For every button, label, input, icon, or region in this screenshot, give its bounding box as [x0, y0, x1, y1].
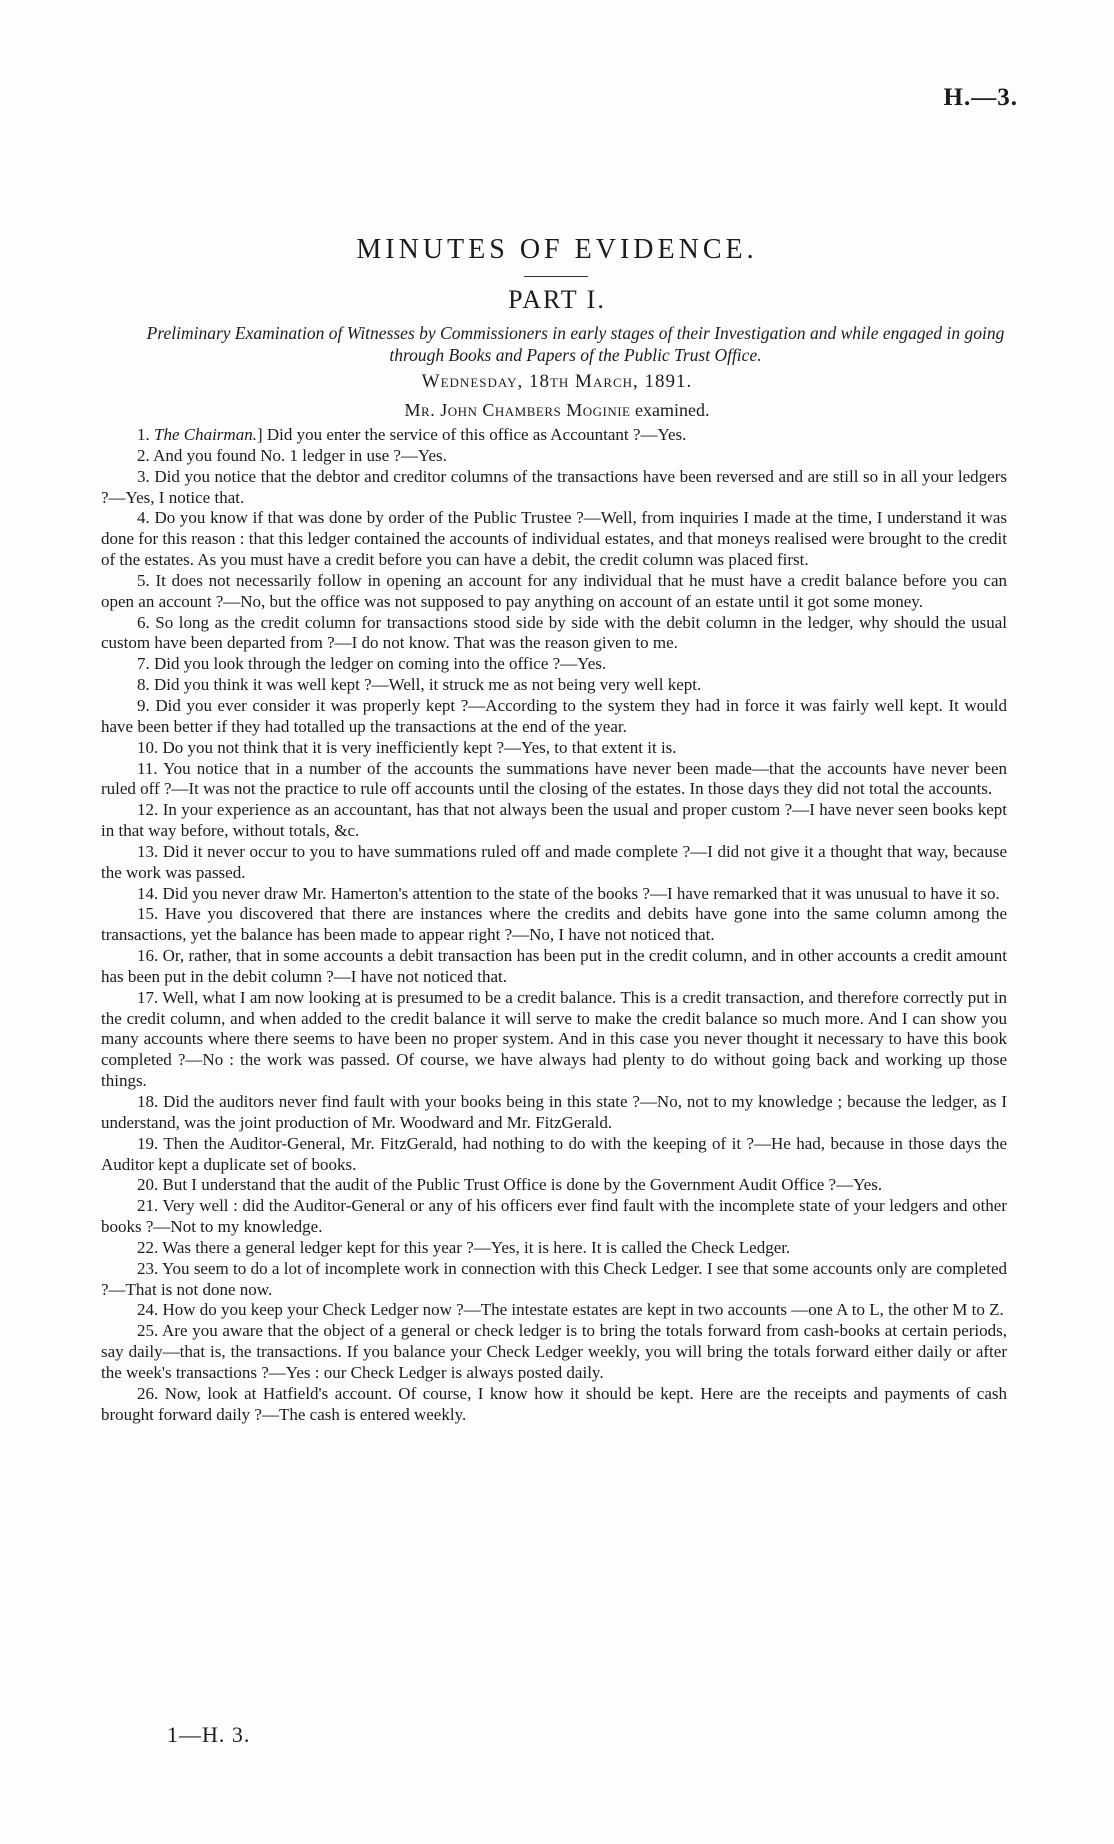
question-text: In your experience as an accountant, has that not always been the usual and proper custom ?—I have never seen books kept in that way before, without totals, &c.: [101, 800, 1007, 841]
question-text: Did you look through the ledger on coming into the office ?—Yes.: [154, 654, 607, 674]
question-number: 26.: [137, 1383, 159, 1403]
question-number: 3.: [137, 466, 150, 486]
question-text: Or, rather, that in some accounts a debit transaction has been put in the credit column, and in other accounts a credit amount has been put in the debit column ?—I have not noticed that.: [101, 946, 1007, 986]
question-number: 5.: [137, 570, 150, 590]
witness-suffix: examined.: [630, 400, 710, 420]
question-15: [101, 904, 1007, 946]
question-number: 2.: [137, 445, 150, 465]
question-text: Was there a general ledger kept for this year ?—Yes, it is here. It is called the Check Ledger.: [162, 1237, 791, 1257]
question-number: 6.: [137, 612, 150, 632]
question-25: [101, 1321, 1007, 1384]
part-heading: PART I.: [508, 285, 606, 314]
question-20: [101, 1175, 1007, 1196]
question-text: But I understand that the audit of the Public Trust Office is done by the Government Audit Office ?—Yes.: [162, 1175, 883, 1195]
question-8: [101, 675, 1007, 696]
question-text: Then the Auditor-General, Mr. FitzGerald, had nothing to do with the keeping of it ?—He had, because in those days the Auditor kept a duplicate set of books.: [101, 1133, 1007, 1174]
question-number: 13.: [137, 841, 159, 861]
question-text: ] Did you enter the service of this office as Accountant ?—Yes.: [256, 425, 687, 444]
question-4: [101, 508, 1007, 571]
question-text: Did you think it was well kept ?—Well, it struck me as not being very well kept.: [154, 675, 702, 695]
date-line: Wednesday, 18th March, 1891.: [421, 371, 693, 392]
question-2: [101, 446, 1007, 467]
question-number: 25.: [137, 1321, 159, 1341]
witness-line: [0, 400, 1114, 421]
question-number: 11.: [137, 758, 158, 778]
question-text: Have you discovered that there are instances where the credits and debits have gone into the same column among the transactions, yet the balance has been made to appear right ?—No, I have not noticed that.: [101, 904, 1007, 945]
question-number: 22.: [137, 1237, 159, 1257]
question-11: [101, 759, 1007, 801]
question-number: 20.: [137, 1175, 159, 1195]
question-text: Did you notice that the debtor and creditor columns of the transactions have been reversed and are still so in all your ledgers ?—Yes, I notice that.: [101, 466, 1008, 507]
question-19: [101, 1134, 1007, 1176]
question-21: [101, 1196, 1007, 1238]
question-26: [101, 1384, 1007, 1426]
question-text: Do you not think that it is very inefficiently kept ?—Yes, to that extent it is.: [162, 737, 677, 757]
question-17: [101, 988, 1007, 1092]
question-number: 1.: [137, 425, 150, 444]
question-text: You notice that in a number of the accounts the summations have never been made—that the accounts have never been ruled off ?—It was not the practice to rule off accounts until the closing of the estates. In those days they did not total the accounts.: [101, 758, 1007, 799]
question-7: [101, 654, 1007, 675]
page-reference: H.—3.: [943, 84, 1018, 111]
question-5: [101, 571, 1007, 613]
question-1: [101, 425, 1007, 446]
question-text: Do you know if that was done by order of the Public Trustee ?—Well, from inquiries I made at the time, I understand it was done for this reason : that this ledger contained the accounts of individual estates, and that moneys realised were brought to the credit of the estates. As you must have a credit before you can have a debit, the credit column was placed first.: [101, 508, 1007, 570]
question-number: 16.: [137, 946, 159, 966]
question-text: How do you keep your Check Ledger now ?—The intestate estates are kept in two accounts —one A to L, the other M to Z.: [162, 1300, 1004, 1320]
question-number: 14.: [137, 883, 159, 903]
question-number: 24.: [137, 1300, 159, 1320]
question-number: 17.: [137, 987, 159, 1007]
question-24: [101, 1300, 1007, 1321]
question-18: [101, 1092, 1007, 1134]
question-number: 10.: [137, 737, 159, 757]
speaker-label: The Chairman.: [154, 425, 257, 444]
sheet-signature: 1—H. 3.: [167, 1722, 251, 1747]
question-text: So long as the credit column for transactions stood side by side with the debit column in the ledger, why should the usual custom have been departed from ?—I do not know. That was the reason given to me.: [101, 612, 1007, 653]
question-text: It does not necessarily follow in opening an account for any individual that he must have a credit balance before you can open an account ?—No, but the office was not supposed to pay anything on account of an estate until it got some money.: [101, 570, 1008, 611]
witness-name: Mr. John Chambers Moginie: [404, 400, 631, 420]
question-number: 12.: [137, 800, 159, 820]
question-22: [101, 1238, 1007, 1259]
question-number: 7.: [137, 654, 150, 674]
question-text: Are you aware that the object of a general or check ledger is to bring the totals forward from cash-books at certain periods, say daily—that is, the transactions. If you balance your Check Ledger weekly, you will bring the totals forward either daily or after the week's transactions ?—Yes : our Check Ledger is always posted daily.: [101, 1321, 1007, 1382]
question-number: 21.: [137, 1196, 159, 1216]
question-10: [101, 738, 1007, 759]
question-12: [101, 800, 1007, 842]
question-13: [101, 842, 1007, 884]
question-9: [101, 696, 1007, 738]
question-number: 15.: [137, 904, 159, 924]
subtitle: Preliminary Examination of Witnesses by Commissioners in early stages of their Investigation and while engaged in going through Books and Papers of the Public Trust Office.: [146, 323, 1005, 365]
minutes-body: [101, 425, 1007, 1426]
question-text: Now, look at Hatfield's account. Of course, I know how it should be kept. Here are the receipts and payments of cash brought forward daily ?—The cash is entered weekly.: [101, 1383, 1007, 1424]
question-14: [101, 884, 1007, 905]
question-text: Well, what I am now looking at is presumed to be a credit balance. This is a credit transaction, and therefore correctly put in the credit column, and when added to the credit balance it will serve to make the credit balance so much more. And I can show you many accounts where there seems to have been no proper system. And in this case you never thought it necessary to have this book completed ?—No : the work was passed. Of course, we have always had plenty to do without going back and working up those things.: [101, 987, 1007, 1091]
question-text: Did it never occur to you to have summations ruled off and made complete ?—I did not give it a thought that way, because the work was passed.: [101, 841, 1007, 882]
question-text: And you found No. 1 ledger in use ?—Yes.: [153, 445, 447, 465]
question-number: 9.: [137, 695, 150, 715]
question-3: [101, 467, 1007, 509]
question-16: [101, 946, 1007, 988]
question-number: 18.: [137, 1092, 159, 1111]
question-number: 4.: [137, 508, 150, 528]
document-title: MINUTES OF EVIDENCE.: [356, 234, 758, 265]
question-number: 8.: [137, 675, 150, 695]
question-number: 23.: [137, 1258, 159, 1278]
question-text: Did you never draw Mr. Hamerton's attention to the state of the books ?—I have remarked that it was unusual to have it so.: [162, 883, 1000, 903]
question-text: You seem to do a lot of incomplete work in connection with this Check Ledger. I see that some accounts only are completed ?—That is not done now.: [101, 1258, 1007, 1299]
question-text: Did you ever consider it was properly kept ?—According to the system they had in force it was fairly well kept. It would have been better if they had totalled up the transactions at the end of the year.: [101, 695, 1008, 736]
question-text: Very well : did the Auditor-General or any of his officers ever find fault with the incomplete state of your ledgers and other books ?—Not to my knowledge.: [101, 1196, 1007, 1237]
question-number: 19.: [137, 1133, 159, 1153]
question-text: Did the auditors never find fault with your books being in this state ?—No, not to my knowledge ; because the ledger, as I understand, was the joint production of Mr. Woodward and Mr. FitzGerald.: [101, 1092, 1008, 1132]
title-divider: [524, 276, 588, 277]
question-6: [101, 613, 1007, 655]
question-23: [101, 1259, 1007, 1301]
